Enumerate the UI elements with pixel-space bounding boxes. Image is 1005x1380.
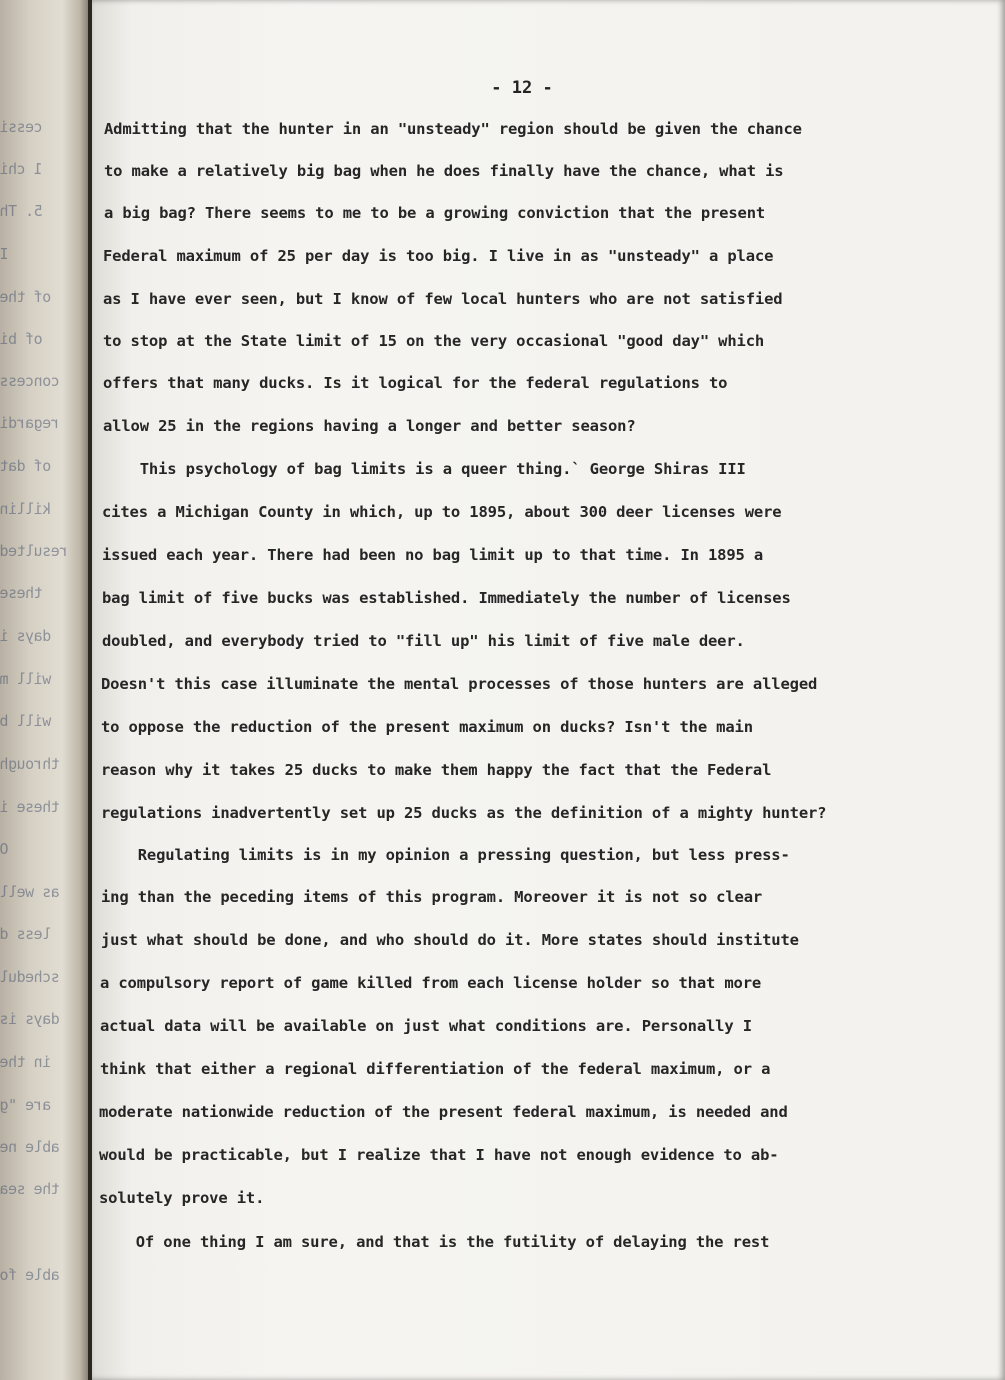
- under-page-line: regardi: [0, 414, 60, 432]
- text-line: reason why it takes 25 ducks to make them happy the fact that the Federal: [101, 761, 772, 779]
- under-page-line: days is: [0, 1010, 60, 1028]
- text-line: Regulating limits is in my opinion a pressing question, but less press-: [101, 846, 790, 864]
- text-line: to make a relatively big bag when he does finally have the chance, what is: [104, 162, 784, 180]
- under-page-line: concess: [0, 372, 60, 390]
- under-page-line: will m: [0, 670, 52, 688]
- text-line: Federal maximum of 25 per day is too big. I live in as "unsteady" a place: [103, 247, 774, 265]
- text-line: bag limit of five bucks was established. Immediately the number of licenses: [102, 589, 791, 607]
- text-line: This psychology of bag limits is a queer thing.` George Shiras III: [103, 460, 746, 478]
- page-number: - 12 -: [491, 78, 553, 98]
- under-page-line: 5. Th: [0, 202, 43, 220]
- under-page-line: of dat: [0, 457, 52, 475]
- text-line: as I have ever seen, but I know of few local hunters who are not satisfied: [103, 290, 783, 308]
- text-line: regulations inadvertently set up 25 ducks as the definition of a mighty hunter?: [101, 804, 827, 822]
- text-line: just what should be done, and who should do it. More states should institute: [101, 931, 799, 949]
- under-page-line: will b: [0, 712, 52, 730]
- under-page-line: I: [0, 245, 9, 263]
- under-page-line: these i: [0, 798, 60, 816]
- text-line: moderate nationwide reduction of the present federal maximum, is needed and: [99, 1103, 788, 1121]
- under-page-line: schedul: [0, 968, 60, 986]
- under-page-line: able ne: [0, 1138, 60, 1156]
- under-page-line: [0, 1223, 86, 1257]
- typed-page: [92, 0, 1005, 1380]
- under-page-line: cessi: [0, 118, 43, 136]
- text-line: issued each year. There had been no bag limit up to that time. In 1895 a: [102, 546, 764, 564]
- under-page-line: as well: [0, 883, 60, 901]
- text-line: Doesn't this case illuminate the mental processes of those hunters are alleged: [101, 675, 818, 693]
- under-page-line: the sea: [0, 1180, 60, 1198]
- text-line: Admitting that the hunter in an "unsteady" region should be given the chance: [104, 120, 802, 138]
- text-line: ing than the peceding items of this program. Moreover it is not so clear: [101, 888, 763, 906]
- under-page-line: resulted: [0, 542, 69, 560]
- text-line: actual data will be available on just what conditions are. Personally I: [100, 1017, 752, 1035]
- text-line: Of one thing I am sure, and that is the futility of delaying the rest: [99, 1233, 770, 1251]
- binding-edge: [0, 0, 88, 1380]
- under-page-line: 1 chi: [0, 160, 43, 178]
- text-line: to stop at the State limit of 15 on the very occasional "good day" which: [103, 332, 765, 350]
- under-page-line: O: [0, 840, 9, 858]
- text-line: offers that many ducks. Is it logical for the federal regulations to: [103, 374, 728, 392]
- text-line: cites a Michigan County in which, up to 1895, about 300 deer licenses were: [102, 503, 782, 521]
- under-page-line: of bi: [0, 330, 43, 348]
- text-line: allow 25 in the regions having a longer and better season?: [103, 417, 636, 435]
- under-page-line: are "g: [0, 1096, 52, 1114]
- under-page-line: able fo: [0, 1266, 60, 1284]
- text-line: to oppose the reduction of the present maximum on ducks? Isn't the main: [101, 718, 753, 736]
- text-line: doubled, and everybody tried to "fill up" his limit of five male deer.: [102, 632, 745, 650]
- under-page-line: these: [0, 584, 43, 602]
- text-line: a compulsory report of game killed from each license holder so that more: [100, 974, 762, 992]
- text-line: would be practicable, but I realize that I have not enough evidence to ab-: [99, 1146, 779, 1164]
- under-page-line: killin: [0, 500, 52, 518]
- under-page-line: through: [0, 755, 60, 773]
- under-page-line: of the: [0, 288, 52, 306]
- under-page-line: days i: [0, 627, 52, 645]
- text-line: solutely prove it.: [99, 1189, 265, 1207]
- under-page-line: in the: [0, 1053, 52, 1071]
- under-page-line: less d: [0, 925, 52, 943]
- text-line: think that either a regional differentiation of the federal maximum, or a: [100, 1060, 771, 1078]
- text-line: a big bag? There seems to me to be a growing conviction that the present: [104, 204, 766, 222]
